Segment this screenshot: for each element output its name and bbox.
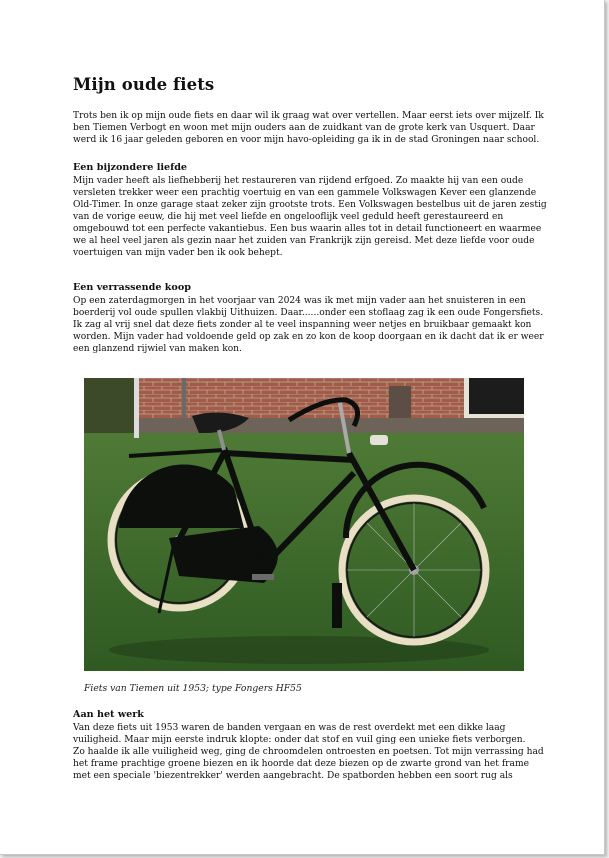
urn bbox=[389, 386, 411, 421]
section-heading: Een verrassende koop bbox=[73, 282, 191, 293]
photo-caption: Fiets van Tiemen uit 1953; type Fongers HF55 bbox=[84, 683, 302, 694]
pedal bbox=[252, 574, 274, 580]
door bbox=[469, 378, 524, 414]
section-heading: Een bijzondere liefde bbox=[73, 162, 188, 173]
text-line: we al heel veel jaren als gezin naar het zuiden van Frankrijk zijn gereisd. Met deze liefde voor oude bbox=[73, 236, 535, 246]
bicycle-photo bbox=[84, 378, 524, 671]
text-line: voertuigen van mijn vader ben ik ook behept. bbox=[73, 248, 283, 258]
text-line: omgebouwd tot een perfecte vakantiebus. Een bus waarin alles tot in detail functioneert en waarmee bbox=[73, 224, 542, 234]
lawn bbox=[84, 433, 524, 671]
text-line: het frame prachtige groene biezen en ik hoorde dat deze biezen op de zwarte grond van het frame bbox=[73, 759, 529, 769]
text-line: Zo haalde ik alle vuiligheid weg, ging de chroomdelen ontroesten en poetsen. Tot mijn verrassing had bbox=[73, 747, 544, 757]
text-line: Mijn vader heeft als liefhebberij het restaureren van rijdend erfgoed. Zo maakte hij van een oude bbox=[73, 176, 524, 186]
text-line: Trots ben ik op mijn oude fiets en daar wil ik graag wat over vertellen. Maar eerst iets over mijzelf. Ik bbox=[73, 111, 544, 121]
text-line: Van deze fiets uit 1953 waren de banden vergaan en was de rest overdekt met een dikke laag bbox=[73, 723, 506, 733]
text-line: Old-Timer. In onze garage staat zeker zijn grootste trots. Een Volkswagen bestelbus uit de jaren zestig bbox=[73, 200, 547, 210]
text-line: worden. Mijn vader had voldoende geld op zak en zo kon de koop doorgaan en ik dacht dat ik er weer bbox=[73, 332, 544, 342]
text-line: boerderij vol oude spullen vlakbij Uithuizen. Daar......onder een stoflaag zag ik een oude Fongersfiets. bbox=[73, 308, 544, 318]
headlamp bbox=[370, 435, 388, 445]
section-heading: Aan het werk bbox=[73, 709, 144, 720]
mud-flap bbox=[332, 583, 342, 628]
text-line: werd ik 16 jaar geleden geboren en voor mijn havo-opleiding ga ik in de stad Groningen naar school. bbox=[73, 135, 540, 145]
page-title: Mijn oude fiets bbox=[73, 75, 215, 94]
brick-wall bbox=[139, 378, 464, 423]
text-line: een glanzend rijwiel van maken kon. bbox=[73, 344, 242, 354]
text-line: vuiligheid. Maar mijn eerste indruk klopte: onder dat stof en vuil ging een unieke fiets verborgen. bbox=[73, 735, 526, 745]
section-paragraph bbox=[73, 295, 544, 355]
text-line: versleten trekker weer een prachtig voertuig en van een gammele Volkswagen Kever een glanzende bbox=[73, 188, 537, 198]
text-line: met een speciale 'biezentrekker' werden aangebracht. De spatborden hebben een soort rug als bbox=[73, 771, 513, 781]
bicycle-illustration bbox=[84, 378, 524, 671]
text-line: Ik zag al vrij snel dat deze fiets zonder al te veel inspanning weer netjes en bruikbaar gemaakt kon bbox=[73, 320, 532, 330]
white-pole bbox=[134, 378, 139, 438]
intro-paragraph bbox=[73, 110, 544, 146]
text-line: van de vorige eeuw, die hij met veel liefde en ongelooflijk veel geduld heeft gerestaureerd en bbox=[73, 212, 504, 222]
text-line: ben Tiemen Verbogt en woon met mijn ouders aan de zuidkant van de grote kerk van Usquert. Daar bbox=[73, 123, 535, 133]
section-paragraph bbox=[73, 175, 547, 259]
text-line: Op een zaterdagmorgen in het voorjaar van 2024 was ik met mijn vader aan het snuisteren in een bbox=[73, 296, 526, 306]
section-paragraph bbox=[73, 722, 544, 782]
